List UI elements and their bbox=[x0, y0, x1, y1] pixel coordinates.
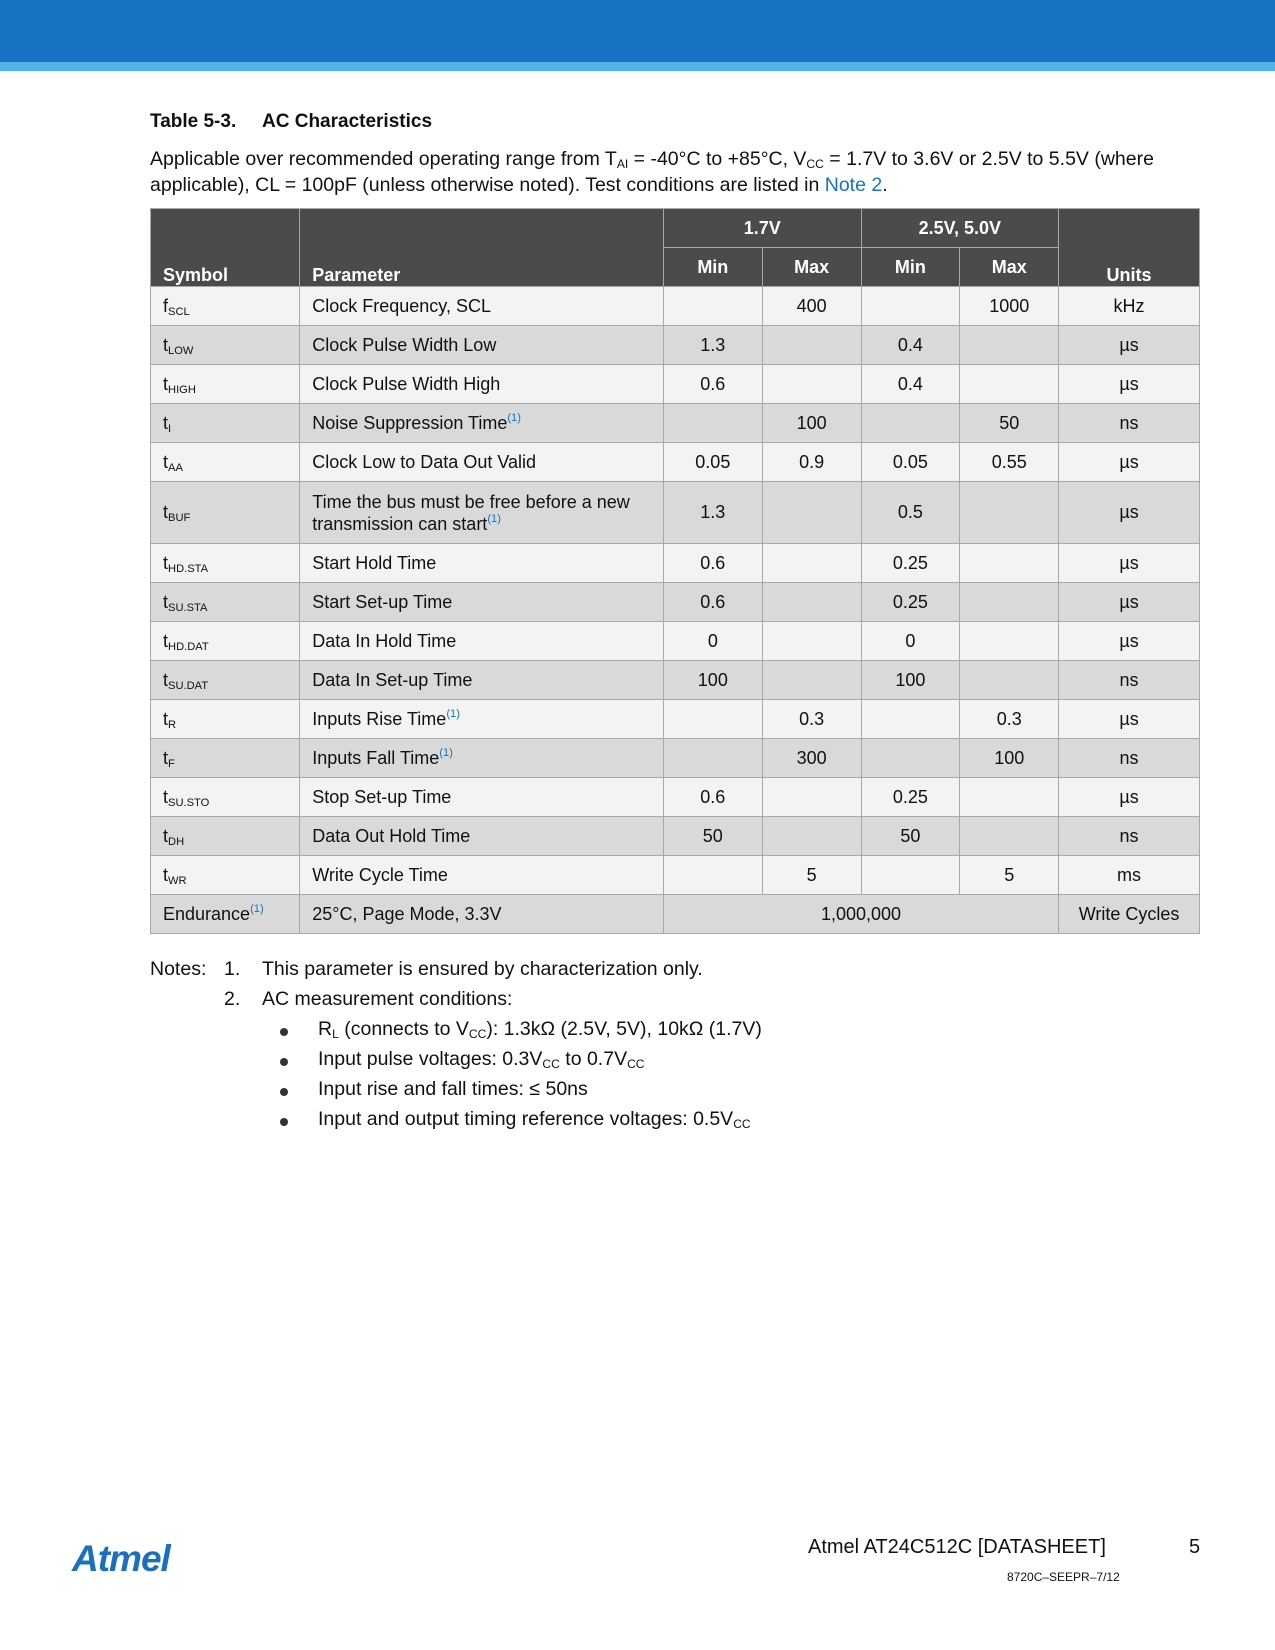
parameter-cell bbox=[300, 326, 664, 365]
units-cell: ns bbox=[1059, 404, 1200, 443]
parameter-text: Noise Suppression Time bbox=[312, 413, 508, 433]
parameter-cell bbox=[300, 583, 664, 622]
header-units: Units bbox=[1059, 209, 1200, 287]
value-min2: 0.25 bbox=[861, 778, 960, 817]
table-row bbox=[151, 583, 1200, 622]
value-min1: 0.05 bbox=[663, 443, 762, 482]
note-1-text: This parameter is ensured by characterization only. bbox=[262, 958, 703, 980]
bullet-dot bbox=[280, 1028, 288, 1036]
table-number: Table 5-3. bbox=[150, 111, 237, 132]
symbol-subscript: BUF bbox=[168, 511, 191, 524]
header-min-1: Min bbox=[663, 248, 762, 287]
value-min2: 0.4 bbox=[861, 326, 960, 365]
parameter-cell bbox=[300, 739, 664, 778]
symbol-text: Endurance bbox=[163, 903, 251, 924]
header-group-2-5v-5-0v: 2.5V, 5.0V bbox=[861, 209, 1059, 248]
symbol-base: t bbox=[163, 786, 169, 807]
intro-paragraph: Applicable over recommended operating range from $T_{AI} = -40^\circ C$ to +85°C, $V_{CC} = 1.7V$ to 3.6V or 2.5V to 5.5V (where applicable), CL = 100pF (unless otherwise noted). Test conditions are listed in Note 2. bbox=[150, 148, 1154, 196]
parameter-text: Start Hold Time bbox=[312, 553, 437, 573]
value-max2 bbox=[960, 778, 1059, 817]
parameter-cell: 25°C, Page Mode, 3.3V bbox=[300, 895, 664, 934]
value-min1 bbox=[663, 404, 762, 443]
symbol-base: t bbox=[163, 591, 169, 612]
parameter-text: Write Cycle Time bbox=[312, 865, 448, 885]
units-cell: µs bbox=[1059, 443, 1200, 482]
value-max2 bbox=[960, 583, 1059, 622]
value-min1 bbox=[663, 739, 762, 778]
parameter-text: Data In Set-up Time bbox=[312, 670, 473, 690]
units-cell: ns bbox=[1059, 661, 1200, 700]
header-bar bbox=[0, 0, 1275, 62]
table-body bbox=[151, 287, 1200, 934]
value-min2: 0.4 bbox=[861, 365, 960, 404]
value-min1: 100 bbox=[663, 661, 762, 700]
value-min2 bbox=[861, 856, 960, 895]
value-min2: 0.25 bbox=[861, 544, 960, 583]
parameter-cell bbox=[300, 817, 664, 856]
atmel-logo: Atmel bbox=[72, 1538, 170, 1579]
page-number: 5 bbox=[1189, 1536, 1201, 1558]
symbol-base: t bbox=[163, 373, 169, 394]
note-2-link[interactable]: Note 2 bbox=[824, 174, 883, 196]
header-stripe bbox=[0, 62, 1275, 71]
ac-characteristics-table bbox=[150, 208, 1200, 934]
value-max2 bbox=[960, 326, 1059, 365]
table-row bbox=[151, 622, 1200, 661]
units-cell: ns bbox=[1059, 739, 1200, 778]
symbol-base: t bbox=[163, 552, 169, 573]
footnote-marker: (1) bbox=[507, 412, 521, 425]
value-max1 bbox=[762, 544, 861, 583]
value-min2 bbox=[861, 404, 960, 443]
value-min1: 0 bbox=[663, 622, 762, 661]
symbol-cell bbox=[151, 583, 300, 622]
parameter-cell bbox=[300, 856, 664, 895]
value-min1: 0.6 bbox=[663, 365, 762, 404]
symbol-base: t bbox=[163, 825, 169, 846]
footnote-marker: (1) bbox=[446, 708, 460, 721]
table-row bbox=[151, 365, 1200, 404]
units-cell: ms bbox=[1059, 856, 1200, 895]
parameter-cell bbox=[300, 482, 664, 544]
value-min2: 0.05 bbox=[861, 443, 960, 482]
note-1-number: 1. bbox=[224, 958, 241, 980]
endurance-value: 1,000,000 bbox=[663, 895, 1058, 934]
footnote-marker: (1) bbox=[439, 747, 453, 760]
value-max2 bbox=[960, 365, 1059, 404]
table-row bbox=[151, 326, 1200, 365]
bullet-load-resistor: $R_L$ (connects to $V_{CC}$): 1.3kΩ (2.5V, 5V), 10kΩ (1.7V) bbox=[318, 1018, 762, 1041]
value-max1 bbox=[762, 326, 861, 365]
value-max2 bbox=[960, 622, 1059, 661]
symbol-base: t bbox=[163, 451, 169, 472]
parameter-cell bbox=[300, 622, 664, 661]
symbol-base: t bbox=[163, 334, 169, 355]
parameter-text: Start Set-up Time bbox=[312, 592, 453, 612]
symbol-subscript: DH bbox=[168, 835, 185, 848]
parameter-text: Time the bus must be free before a new transmission can start bbox=[312, 491, 630, 534]
units-cell: kHz bbox=[1059, 287, 1200, 326]
value-min1: 0.6 bbox=[663, 583, 762, 622]
symbol-cell bbox=[151, 856, 300, 895]
parameter-text: Clock Low to Data Out Valid bbox=[312, 452, 537, 472]
value-min2: 0.5 bbox=[861, 482, 960, 544]
symbol-cell bbox=[151, 622, 300, 661]
value-max2: 1000 bbox=[960, 287, 1059, 326]
footnote-marker: (1) bbox=[487, 512, 501, 525]
table-row bbox=[151, 856, 1200, 895]
table-row bbox=[151, 661, 1200, 700]
table-row-endurance bbox=[151, 895, 1200, 934]
value-min1: 50 bbox=[663, 817, 762, 856]
table-row bbox=[151, 482, 1200, 544]
symbol-cell bbox=[151, 817, 300, 856]
symbol-subscript: SU.STA bbox=[168, 601, 208, 614]
symbol-subscript: WR bbox=[168, 874, 187, 887]
bullet-dot bbox=[280, 1088, 288, 1096]
header-max-1: Max bbox=[762, 248, 861, 287]
value-min1: 0.6 bbox=[663, 544, 762, 583]
symbol-base: t bbox=[163, 502, 169, 522]
value-min2 bbox=[861, 739, 960, 778]
symbol-base: t bbox=[163, 630, 169, 651]
value-max2: 0.3 bbox=[960, 700, 1059, 739]
symbol-base: t bbox=[163, 747, 169, 768]
footer-document-title: Atmel AT24C512C [DATASHEET] bbox=[808, 1536, 1106, 1558]
parameter-text: Clock Pulse Width Low bbox=[312, 335, 497, 355]
table-caption bbox=[150, 111, 432, 133]
parameter-text: Data In Hold Time bbox=[312, 631, 457, 651]
value-max1 bbox=[762, 622, 861, 661]
symbol-subscript: LOW bbox=[168, 344, 194, 357]
symbol-base: t bbox=[163, 412, 169, 433]
value-max1 bbox=[762, 778, 861, 817]
units-cell: µs bbox=[1059, 778, 1200, 817]
bullet-rise-fall-times: Input rise and fall times: ≤ 50ns bbox=[318, 1078, 588, 1101]
symbol-subscript: SCL bbox=[168, 305, 190, 318]
parameter-cell bbox=[300, 544, 664, 583]
header-group-1-7v: 1.7V bbox=[663, 209, 861, 248]
bullet-timing-reference: Input and output timing reference voltages: $0.5V_{CC}$ bbox=[318, 1108, 751, 1131]
value-max1: 400 bbox=[762, 287, 861, 326]
units-cell: µs bbox=[1059, 700, 1200, 739]
bullet-dot bbox=[280, 1058, 288, 1066]
symbol-subscript: F bbox=[168, 757, 175, 770]
value-max2 bbox=[960, 661, 1059, 700]
symbol-cell bbox=[151, 404, 300, 443]
value-min1: 1.3 bbox=[663, 482, 762, 544]
symbol-cell bbox=[151, 326, 300, 365]
symbol-subscript: AA bbox=[168, 461, 183, 474]
units-cell: µs bbox=[1059, 622, 1200, 661]
symbol-subscript: I bbox=[168, 422, 172, 435]
symbol-base: t bbox=[163, 864, 169, 885]
units-cell: ns bbox=[1059, 817, 1200, 856]
parameter-cell bbox=[300, 404, 664, 443]
symbol-cell bbox=[151, 661, 300, 700]
value-min2: 0.25 bbox=[861, 583, 960, 622]
symbol-cell bbox=[151, 365, 300, 404]
value-max1 bbox=[762, 583, 861, 622]
value-max1 bbox=[762, 365, 861, 404]
units-cell: Write Cycles bbox=[1059, 895, 1200, 934]
table-row bbox=[151, 817, 1200, 856]
value-max1 bbox=[762, 817, 861, 856]
bullet-dot bbox=[280, 1118, 288, 1126]
value-max1: 100 bbox=[762, 404, 861, 443]
parameter-cell bbox=[300, 661, 664, 700]
value-min2: 0 bbox=[861, 622, 960, 661]
units-cell: µs bbox=[1059, 326, 1200, 365]
value-min2 bbox=[861, 700, 960, 739]
symbol-cell bbox=[151, 895, 300, 934]
table-row bbox=[151, 404, 1200, 443]
note-2-number: 2. bbox=[224, 988, 241, 1010]
symbol-base: f bbox=[163, 295, 169, 316]
header-symbol: Symbol bbox=[151, 209, 300, 287]
parameter-text: Data Out Hold Time bbox=[312, 826, 471, 846]
header-min-2: Min bbox=[861, 248, 960, 287]
document-code: 8720C–SEEPR–7/12 bbox=[1007, 1570, 1120, 1584]
parameter-cell bbox=[300, 287, 664, 326]
value-max2 bbox=[960, 482, 1059, 544]
symbol-subscript: R bbox=[168, 718, 177, 731]
symbol-subscript: HD.DAT bbox=[168, 640, 209, 653]
value-min1 bbox=[663, 856, 762, 895]
table-row bbox=[151, 739, 1200, 778]
units-cell: µs bbox=[1059, 544, 1200, 583]
symbol-cell bbox=[151, 482, 300, 544]
value-min1 bbox=[663, 700, 762, 739]
parameter-text: Clock Pulse Width High bbox=[312, 374, 501, 394]
units-cell: µs bbox=[1059, 365, 1200, 404]
parameter-cell bbox=[300, 365, 664, 404]
parameter-text: Stop Set-up Time bbox=[312, 787, 452, 807]
value-max1: 300 bbox=[762, 739, 861, 778]
table-row bbox=[151, 544, 1200, 583]
value-max1: 5 bbox=[762, 856, 861, 895]
value-max1: 0.3 bbox=[762, 700, 861, 739]
value-max2 bbox=[960, 817, 1059, 856]
symbol-subscript: HD.STA bbox=[168, 562, 209, 575]
header-max-2: Max bbox=[960, 248, 1059, 287]
parameter-cell bbox=[300, 700, 664, 739]
value-max2: 0.55 bbox=[960, 443, 1059, 482]
symbol-cell bbox=[151, 287, 300, 326]
value-min1: 1.3 bbox=[663, 326, 762, 365]
symbol-cell bbox=[151, 700, 300, 739]
value-max2: 100 bbox=[960, 739, 1059, 778]
symbol-cell bbox=[151, 544, 300, 583]
symbol-cell bbox=[151, 739, 300, 778]
value-min2: 50 bbox=[861, 817, 960, 856]
value-max1 bbox=[762, 661, 861, 700]
symbol-base: t bbox=[163, 708, 169, 729]
notes-label: Notes: bbox=[150, 958, 207, 980]
value-min2: 100 bbox=[861, 661, 960, 700]
note-2-text: AC measurement conditions: bbox=[262, 988, 513, 1010]
table-title: AC Characteristics bbox=[262, 111, 433, 132]
value-max2: 5 bbox=[960, 856, 1059, 895]
units-cell: µs bbox=[1059, 583, 1200, 622]
table-row bbox=[151, 287, 1200, 326]
value-max1 bbox=[762, 482, 861, 544]
parameter-text: Clock Frequency, SCL bbox=[312, 296, 491, 316]
symbol-cell bbox=[151, 443, 300, 482]
footnote-marker: (1) bbox=[250, 902, 264, 915]
symbol-base: t bbox=[163, 669, 169, 690]
table-row bbox=[151, 778, 1200, 817]
table-row bbox=[151, 443, 1200, 482]
parameter-cell bbox=[300, 778, 664, 817]
symbol-subscript: SU.STO bbox=[168, 796, 210, 809]
units-cell: µs bbox=[1059, 482, 1200, 544]
parameter-text: Inputs Fall Time bbox=[312, 748, 440, 768]
symbol-subscript: HIGH bbox=[168, 383, 196, 396]
symbol-cell bbox=[151, 778, 300, 817]
value-max2 bbox=[960, 544, 1059, 583]
value-max2: 50 bbox=[960, 404, 1059, 443]
table-header-row-1 bbox=[151, 209, 1200, 248]
bullet-input-pulse-voltages: Input pulse voltages: $0.3V_{CC}$ to $0.7V_{CC}$ bbox=[318, 1048, 645, 1071]
symbol-subscript: SU.DAT bbox=[168, 679, 209, 692]
value-min1: 0.6 bbox=[663, 778, 762, 817]
value-min2 bbox=[861, 287, 960, 326]
parameter-cell bbox=[300, 443, 664, 482]
value-max1: 0.9 bbox=[762, 443, 861, 482]
header-parameter: Parameter bbox=[300, 209, 664, 287]
value-min1 bbox=[663, 287, 762, 326]
table-row bbox=[151, 700, 1200, 739]
parameter-text: Inputs Rise Time bbox=[312, 709, 447, 729]
